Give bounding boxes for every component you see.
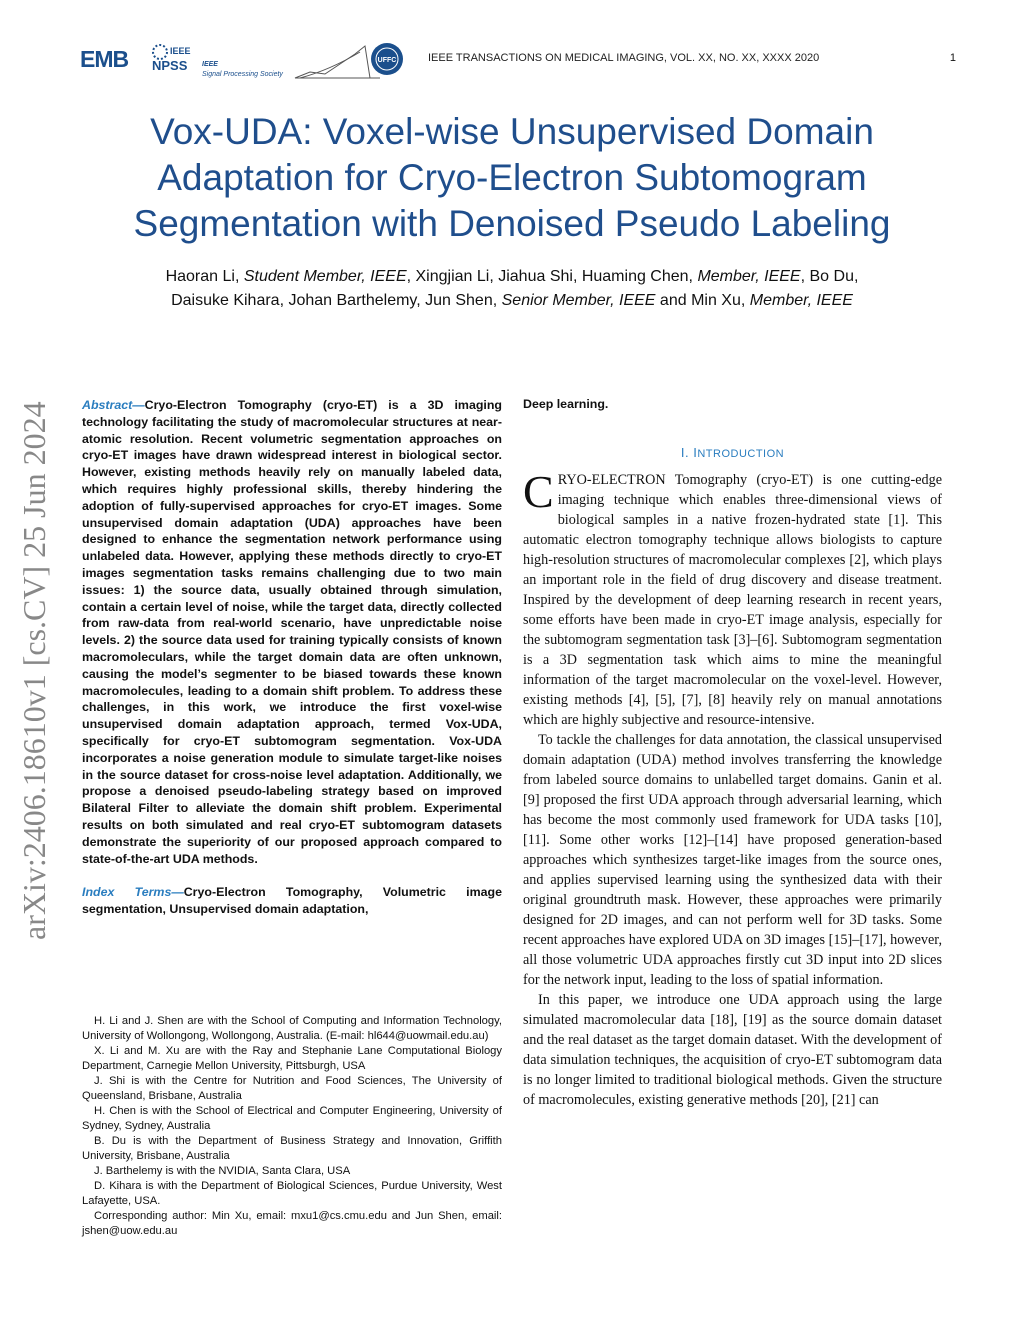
abstract-label: Abstract— bbox=[82, 398, 145, 412]
drop-cap: C bbox=[523, 466, 554, 517]
emb-logo: EMB bbox=[80, 46, 129, 72]
journal-header: IEEE TRANSACTIONS ON MEDICAL IMAGING, VOL. XX, NO. XX, XXXX 2020 bbox=[428, 52, 820, 64]
affiliation-item: J. Shi is with the Centre for Nutrition and Food Sciences, The University of Queensland, Brisbane, Australia bbox=[82, 1075, 502, 1102]
affiliation-item: X. Li and M. Xu are with the Ray and Stephanie Lane Computational Biology Department, Carnegie Mellon University, Pittsburgh, USA bbox=[82, 1045, 502, 1072]
left-column bbox=[82, 397, 502, 918]
author-role: Student Member, IEEE bbox=[243, 268, 407, 285]
intro-smallcaps: RYO-ELECTRON bbox=[557, 472, 666, 488]
signal-processing-society-logo bbox=[200, 44, 440, 82]
svg-text:NPSS: NPSS bbox=[152, 58, 188, 73]
affiliation-item: H. Li and J. Shen are with the School of Computing and Information Technology, University of Wollongong, Wollongong, Australia. (E-mail: hl644@uowmail.edu.au) bbox=[82, 1015, 502, 1042]
author-text: , Bo Du, bbox=[800, 268, 859, 285]
page-header bbox=[80, 40, 956, 82]
intro-text: Tomography (cryo-ET) is one cutting-edge imaging technique which enables three-dimensional views of biological samples in a native frozen-hydrated state [1]. This automatic electron tomography technique allows biologists to capture high-resolution structures of macromolecular complexes [2], which plays an important role in the field of drug discovery and disease treatment. Inspired by the development of deep learning research in recent years, some efforts have been made in cryo-ET image analysis, especially for the subtomogram segmentation task [3]–[6]. Subtomogram segmentation is a 3D segmentation task which aims to mine the meaningful information of the target macromolecular on the voxel-level. However, existing methods [4], [5], [7], [8] heavily rely on manual annotations which are highly subjective and resource-intensive. bbox=[523, 472, 942, 728]
page-number: 1 bbox=[949, 52, 956, 64]
index-terms-continued: Deep learning. bbox=[523, 397, 609, 411]
affiliation-item: Corresponding author: Min Xu, email: mxu1@cs.cmu.edu and Jun Shen, email: jshen@uow.edu.au bbox=[82, 1210, 502, 1237]
index-terms-text: Cryo-Electron Tomography, Volumetric image segmentation, Unsupervised domain adaptation, bbox=[82, 885, 502, 917]
author-role: Member, IEEE bbox=[749, 292, 853, 309]
affiliation-item: D. Kihara is with the Department of Biological Sciences, Purdue University, West Lafayette, USA. bbox=[82, 1180, 502, 1207]
author-role: Senior Member, IEEE bbox=[501, 292, 656, 309]
index-terms bbox=[82, 884, 502, 918]
section-numeral: I. bbox=[680, 445, 690, 460]
affiliation-item: H. Chen is with the School of Electrical and Computer Engineering, University of Sydney, Sydney, Australia bbox=[82, 1105, 502, 1132]
author-text: and Min Xu, bbox=[659, 292, 746, 309]
author-list bbox=[60, 265, 964, 313]
section-title-rest: NTRODUCTION bbox=[697, 448, 785, 460]
abstract bbox=[82, 397, 502, 867]
svg-text:IEEE: IEEE bbox=[170, 46, 191, 56]
author-text: Daisuke Kihara, Johan Barthelemy, Jun Shen, bbox=[171, 292, 498, 309]
svg-text:IEEE: IEEE bbox=[202, 61, 218, 68]
index-terms-label: Index Terms— bbox=[82, 885, 184, 900]
intro-paragraph: To tackle the challenges for data annotation, the classical unsupervised domain adaptation (UDA) method involves transferring the knowledge from labeled source domains to unlabelled target domains. Ganin et al. [9] proposed the first UDA approach through adversarial learning, which has become the most commonly used framework for UDA tasks [10], [11]. Some other works [12]–[14] have proposed generation-based approaches which synthesizes target-like images from the source ones, and applies supervised learning using the synthesized data with their original groundtruth mask. However, these approaches were primarily designed for 2D images, and can not perform well for 3D tasks. Some recent approaches have explored UDA on 3D images [15]–[17], however, all those volumetric UDA approaches firstly cut 3D input into 2D slices for the network input, leading to the loss of spatial information. bbox=[523, 732, 942, 988]
author-text: Haoran Li, bbox=[165, 268, 240, 285]
svg-text:Signal Processing Society: Signal Processing Society bbox=[202, 71, 283, 78]
intro-paragraph: In this paper, we introduce one UDA approach using the large simulated macromolecular data [18], [19] as the source domain dataset and the real dataset as the target domain dataset. With the development of data simulation techniques, the acquisition of cryo-ET subtomogram data is no longer limited to traditional biological methods. Given the structure of macromolecules, existing generative methods [20], [21] can bbox=[523, 992, 942, 1108]
npss-logo bbox=[150, 42, 195, 82]
paper-title: Vox-UDA: Voxel-wise Unsupervised Domain Adaptation for Cryo-Electron Subtomogram Segmentation with Denoised Pseudo Labeling bbox=[133, 111, 891, 244]
author-role: Member, IEEE bbox=[697, 268, 801, 285]
uffc-logo bbox=[370, 42, 404, 76]
svg-text:UFFC: UFFC bbox=[377, 57, 397, 64]
abstract-text: Cryo-Electron Tomography (cryo-ET) is a 3D imaging technology facilitating the study of macromolecular structures at near-atomic resolution. Recent volumetric segmentation approaches on cryo-ET images have drawn widespread interest in biological sector. However, existing methods heavily rely on manually labeled data, which requires highly professional skills, thereby hindering the adoption of fully-supervised approaches for cryo-ET images. Some unsupervised domain adaptation (UDA) approaches have been designed to enhance the segmentation network performance using unlabeled data. However, applying these methods directly to cryo-ET images segmentation tasks remains challenging due to two main issues: 1) the source data, usually obtained through simulation, contain a certain level of noise, while the target data, directly collected from raw-data from real-world scenario, have unpredictable noise levels. 2) the source data used for training typically consists of known macromoleculars, while the target domain data are often unknown, causing the model’s segmenter to be biased towards these known macromolecules, leading to a domain shift problem. To address these challenges, in this work, we introduce the first voxel-wise unsupervised domain adaptation approach, termed Vox-UDA, specifically for cryo-ET subtomogram segmentation. Vox-UDA incorporates a noise generation module to simulate target-like noises in the source dataset for cross-noise level adaptation. Additionally, we propose a denoised pseudo-labeling strategy based on improved Bilateral Filter to alleviate the domain shift problem. Experimental results on both simulated and real cryo-ET subtomogram datasets demonstrate the superiority of our proposed approach compared to state-of-the-art UDA methods. bbox=[82, 398, 502, 866]
author-text: , Xingjian Li, Jiahua Shi, Huaming Chen, bbox=[406, 268, 693, 285]
section-title-initial: I bbox=[693, 445, 698, 460]
intro-paragraph bbox=[523, 466, 942, 730]
affiliation-item: B. Du is with the Department of Business Strategy and Innovation, Griffith University, Brisbane, Australia bbox=[82, 1135, 502, 1162]
affiliation-item: J. Barthelemy is with the NVIDIA, Santa Clara, USA bbox=[94, 1165, 351, 1177]
section-heading bbox=[523, 445, 942, 460]
affiliations bbox=[82, 1014, 502, 1239]
arxiv-stamp: arXiv:2406.18610v1 [cs.CV] 25 Jun 2024 bbox=[16, 401, 52, 940]
right-column bbox=[523, 397, 942, 1110]
